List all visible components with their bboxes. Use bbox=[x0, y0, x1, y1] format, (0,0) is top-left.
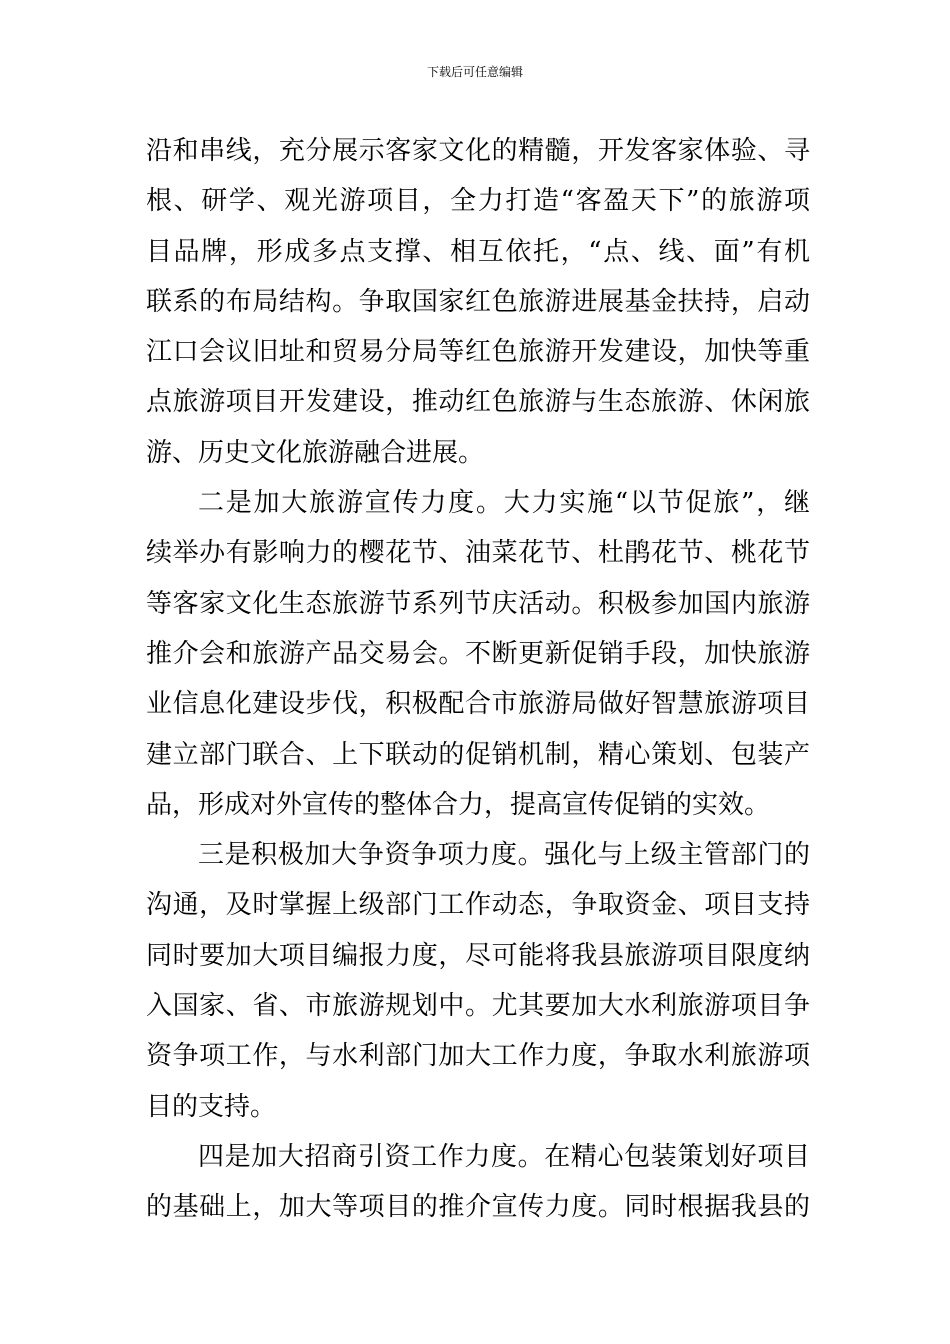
text-line: 根、研学、观光游项目，全力打造“客盈天下”的旅游项 bbox=[146, 186, 810, 217]
text-line: 业信息化建设步伐，积极配合市旅游局做好智慧旅游项目 bbox=[146, 689, 810, 720]
text-line: 同时要加大项目编报力度，尽可能将我县旅游项目限度纳 bbox=[146, 940, 810, 971]
text-line: 品，形成对外宣传的整体合力，提高宣传促销的实效。 bbox=[146, 789, 771, 820]
page-header-note: 下载后可任意编辑 bbox=[426, 65, 523, 79]
text-line: 目的支持。 bbox=[146, 1091, 277, 1122]
paragraph-first-line: 三是积极加大争资争项力度。强化与上级主管部门的 bbox=[198, 840, 810, 871]
text-line: 入国家、省、市旅游规划中。尤其要加大水利旅游项目争 bbox=[146, 991, 810, 1022]
paragraph-first-line: 二是加大旅游宣传力度。大力实施“以节促旅”，继 bbox=[198, 488, 810, 519]
text-line: 联系的布局结构。争取国家红色旅游进展基金扶持，启动 bbox=[146, 286, 810, 317]
text-line: 沿和串线，充分展示客家文化的精髓，开发客家体验、寻 bbox=[146, 136, 810, 166]
text-line: 建立部门联合、上下联动的促销机制，精心策划、包装产 bbox=[146, 739, 810, 770]
text-line: 沟通，及时掌握上级部门工作动态，争取资金、项目支持 bbox=[146, 890, 810, 921]
text-line: 江口会议旧址和贸易分局等红色旅游开发建设，加快等重 bbox=[146, 337, 810, 368]
text-line: 点旅游项目开发建设，推动红色旅游与生态旅游、休闲旅 bbox=[146, 387, 810, 418]
text-line: 资争项工作，与水利部门加大工作力度，争取水利旅游项 bbox=[146, 1041, 810, 1072]
paragraph-first-line: 四是加大招商引资工作力度。在精心包装策划好项目 bbox=[198, 1141, 810, 1172]
document-body bbox=[146, 126, 810, 1233]
text-line: 游、历史文化旅游融合进展。 bbox=[146, 437, 485, 468]
text-line: 推介会和旅游产品交易会。不断更新促销手段，加快旅游 bbox=[146, 638, 810, 669]
text-line: 续举办有影响力的樱花节、油菜花节、杜鹃花节、桃花节 bbox=[146, 538, 810, 569]
text-line: 的基础上，加大等项目的推介宣传力度。同时根据我县的 bbox=[146, 1192, 810, 1223]
text-line: 目品牌，形成多点支撑、相互依托，“点、线、面”有机 bbox=[146, 236, 810, 267]
text-line: 等客家文化生态旅游节系列节庆活动。积极参加国内旅游 bbox=[146, 588, 810, 619]
